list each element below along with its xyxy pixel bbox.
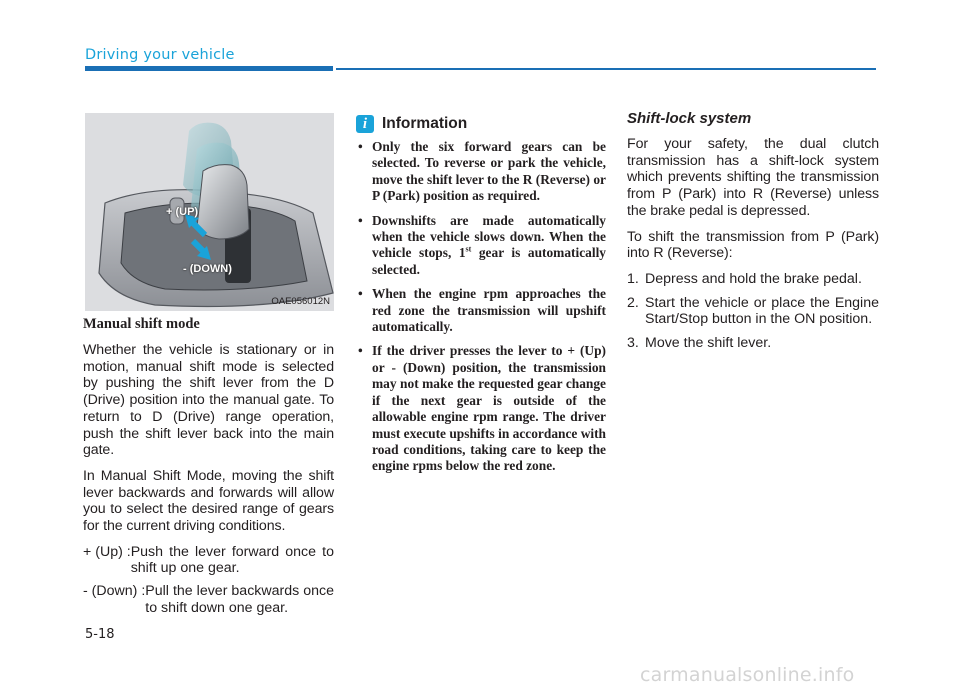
manual-shift-para2: In Manual Shift Mode, moving the shift lever backwards and forwards will allow you to select the desired range of gears for the current driving conditions. — [83, 467, 334, 535]
information-header — [356, 115, 606, 133]
info-icon: i — [356, 115, 374, 133]
manual-shift-section — [83, 316, 334, 623]
info-item: • If the driver presses the lever to + (Up) or - (Down) position, the transmission may not make the requested gear change if the next gear is outside of the allowable engine rpm range. The driver must execute upshifts in accordance with road conditions, taking care to keep the engine rpms below the red zone. — [356, 343, 606, 474]
information-title: Information — [382, 115, 468, 132]
information-box — [356, 115, 606, 483]
step-item — [627, 271, 879, 288]
info-item-text: Downshifts are made automatically when the vehicle slows down. When the vehicle stops, 1 — [372, 212, 606, 261]
def-down-term: - (Down) : — [83, 583, 146, 600]
info-item — [356, 213, 606, 279]
shift-lock-heading: Shift-lock system — [627, 110, 752, 127]
step-num: 2. — [627, 294, 639, 311]
manual-shift-heading: Manual shift mode — [83, 316, 200, 332]
step-text: Move the shift lever. — [645, 335, 772, 352]
shift-lever-illustration — [85, 113, 334, 311]
page-number: 5-18 — [85, 627, 115, 642]
manual-shift-para1: Whether the vehicle is stationary or in motion, manual shift mode is selected by pushing the shift lever from the D (Drive) position into the manual gate. To return to D (Drive) range operation, push the shift lever back into the main gate. — [83, 342, 334, 459]
def-up-term: + (Up) : — [83, 543, 131, 560]
step-num: 1. — [627, 270, 639, 287]
shift-lock-steps — [627, 271, 879, 352]
label-down: - (DOWN) — [183, 263, 232, 275]
info-item: • Only the six forward gears can be selected. To reverse or park the vehicle, move the shift lever to the R (Reverse) or P (Park) position as required. — [356, 139, 606, 205]
shift-lock-para2: To shift the transmission from P (Park) into R (Reverse): — [627, 228, 879, 262]
info-item-sup: st — [465, 244, 472, 254]
info-item-text: gear is automatically selected. — [372, 245, 606, 277]
shift-lock-section — [627, 110, 879, 359]
header-rule-thin — [336, 68, 876, 70]
def-up — [83, 544, 334, 577]
figure-code: OAE056012N — [271, 296, 330, 307]
step-text: Depress and hold the brake pedal. — [645, 270, 862, 287]
watermark: carmanualsonline.info — [640, 664, 855, 686]
label-up: + (UP) — [166, 206, 199, 218]
def-up-desc: Push the lever forward once to shift up one gear. — [130, 543, 334, 577]
def-down — [83, 583, 334, 616]
step-item — [627, 295, 879, 328]
shift-lock-para1: For your safety, the dual clutch transmission has a shift-lock system which prevents shifting the transmission from P (Park) into R (Reverse) unless the brake pedal is depressed. — [627, 136, 879, 219]
def-down-desc: Pull the lever backwards once to shift down one gear. — [145, 583, 334, 616]
shift-lever-figure — [85, 113, 334, 311]
step-text: Start the vehicle or place the Engine Start/Stop button in the ON position. — [645, 294, 879, 328]
header-rule-thick — [85, 66, 333, 71]
section-title: Driving your vehicle — [85, 47, 235, 63]
information-list — [356, 139, 606, 475]
step-item — [627, 335, 879, 352]
step-num: 3. — [627, 335, 639, 352]
info-item: • When the engine rpm approaches the red zone the transmission will upshift automatically. — [356, 286, 606, 335]
